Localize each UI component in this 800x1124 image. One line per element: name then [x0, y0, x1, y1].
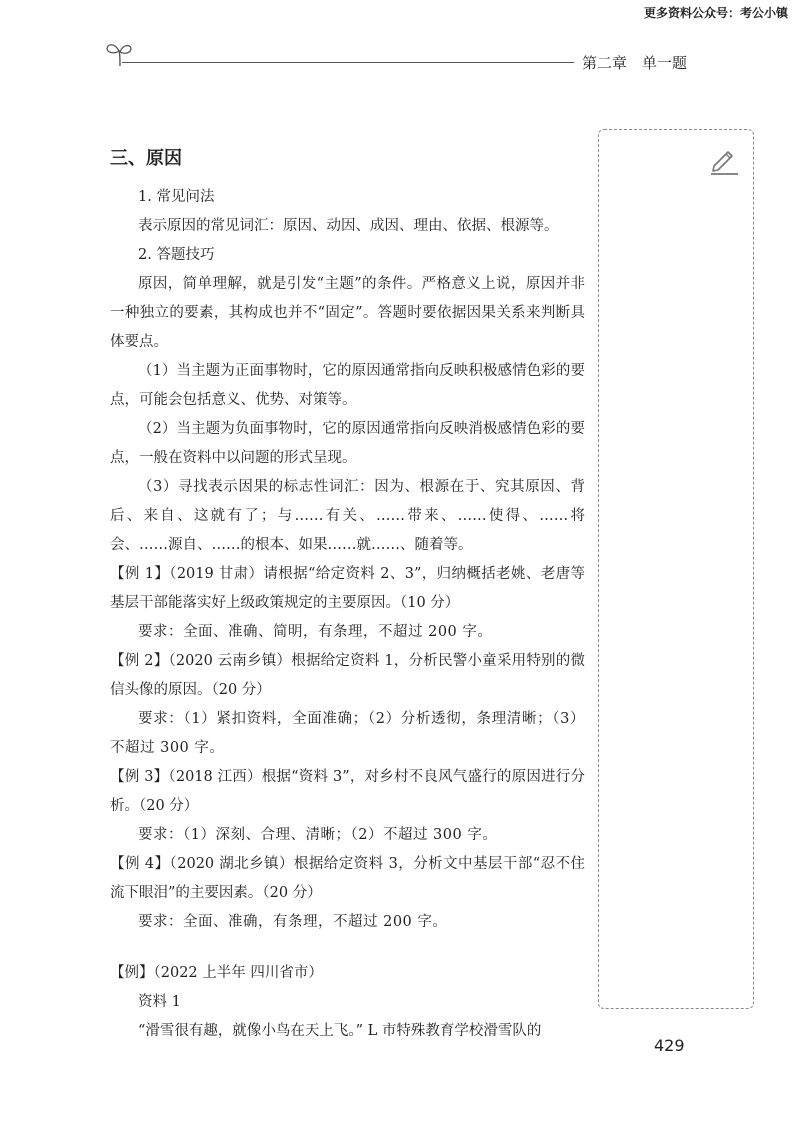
material-text: “滑雪很有趣，就像小鸟在天上飞。” L 市特殊教育学校滑雪队的: [138, 1023, 542, 1039]
paragraph: 2. 答题技巧: [138, 247, 215, 263]
example-title: 【例】（2022 上半年 四川省市）: [110, 965, 323, 981]
material-label: 资料 1: [138, 994, 181, 1010]
notes-panel: [598, 129, 754, 1009]
requirement-text: 要求：全面、准确、简明，有条理，不超过 200 字。: [138, 624, 493, 640]
requirement-text: 要求：全面、准确，有条理，不超过 200 字。: [138, 914, 448, 930]
requirement-text: 要求：（1）紧扣资料，全面准确；（2）分析透彻，条理清晰；（3）不超过 300 字。: [110, 711, 585, 756]
paragraph: （1）当主题为正面事物时，它的原因通常指向反映积极感情色彩的要点，可能会包括意义、优势、对策等。: [110, 363, 585, 408]
paragraph: 1. 常见问法: [138, 189, 215, 205]
section-heading: 三、原因: [110, 148, 182, 169]
header-divider: [122, 62, 574, 63]
paragraph: 【例 1】（2019 甘肃）请根据“给定资料 2、3”，归纳概括老姚、老唐等基层干部能落实好上级政策规定的主要原因。（10 分）: [110, 566, 585, 611]
paragraph: （3）寻找表示因果的标志性词汇：因为、根源在于、究其原因、背后、来自、这就有了；与……有关、……带来、……使得、……将会、……源自、……的根本、如果……就……、随着等。: [110, 479, 585, 553]
requirement-text: 要求：（1）深刻、合理、清晰；（2）不超过 300 字。: [138, 827, 498, 843]
watermark: 更多资料公众号：考公小镇: [643, 6, 788, 20]
paragraph: 原因，简单理解，就是引发“主题”的条件。严格意义上说，原因并非一种独立的要素，其构成也并不“固定”。答题时要依据因果关系来判断具体要点。: [110, 276, 585, 350]
pencil-icon: [708, 144, 740, 176]
paragraph: 【例 4】（2020 湖北乡镇）根据给定资料 3，分析文中基层干部“忍不住流下眼泪”的主要因素。（20 分）: [110, 856, 585, 901]
main-content: [110, 145, 585, 1046]
section-body: [110, 183, 585, 937]
paragraph: 【例 3】（2018 江西）根据“资料 3”，对乡村不良风气盛行的原因进行分析。（20 分）: [110, 769, 585, 814]
paragraph: 【例 2】（2020 云南乡镇）根据给定资料 1，分析民警小童采用特别的微信头像的原因。（20 分）: [110, 653, 585, 698]
paragraph: 表示原因的常见词汇：原因、动因、成因、理由、依据、根源等。: [138, 218, 559, 234]
paragraph: （2）当主题为负面事物时，它的原因通常指向反映消极感情色彩的要点，一般在资料中以问题的形式呈现。: [110, 421, 585, 466]
chapter-title: 第二章 单一题: [582, 54, 688, 72]
sprout-icon: [104, 40, 134, 68]
page-number: 429: [654, 1036, 685, 1055]
